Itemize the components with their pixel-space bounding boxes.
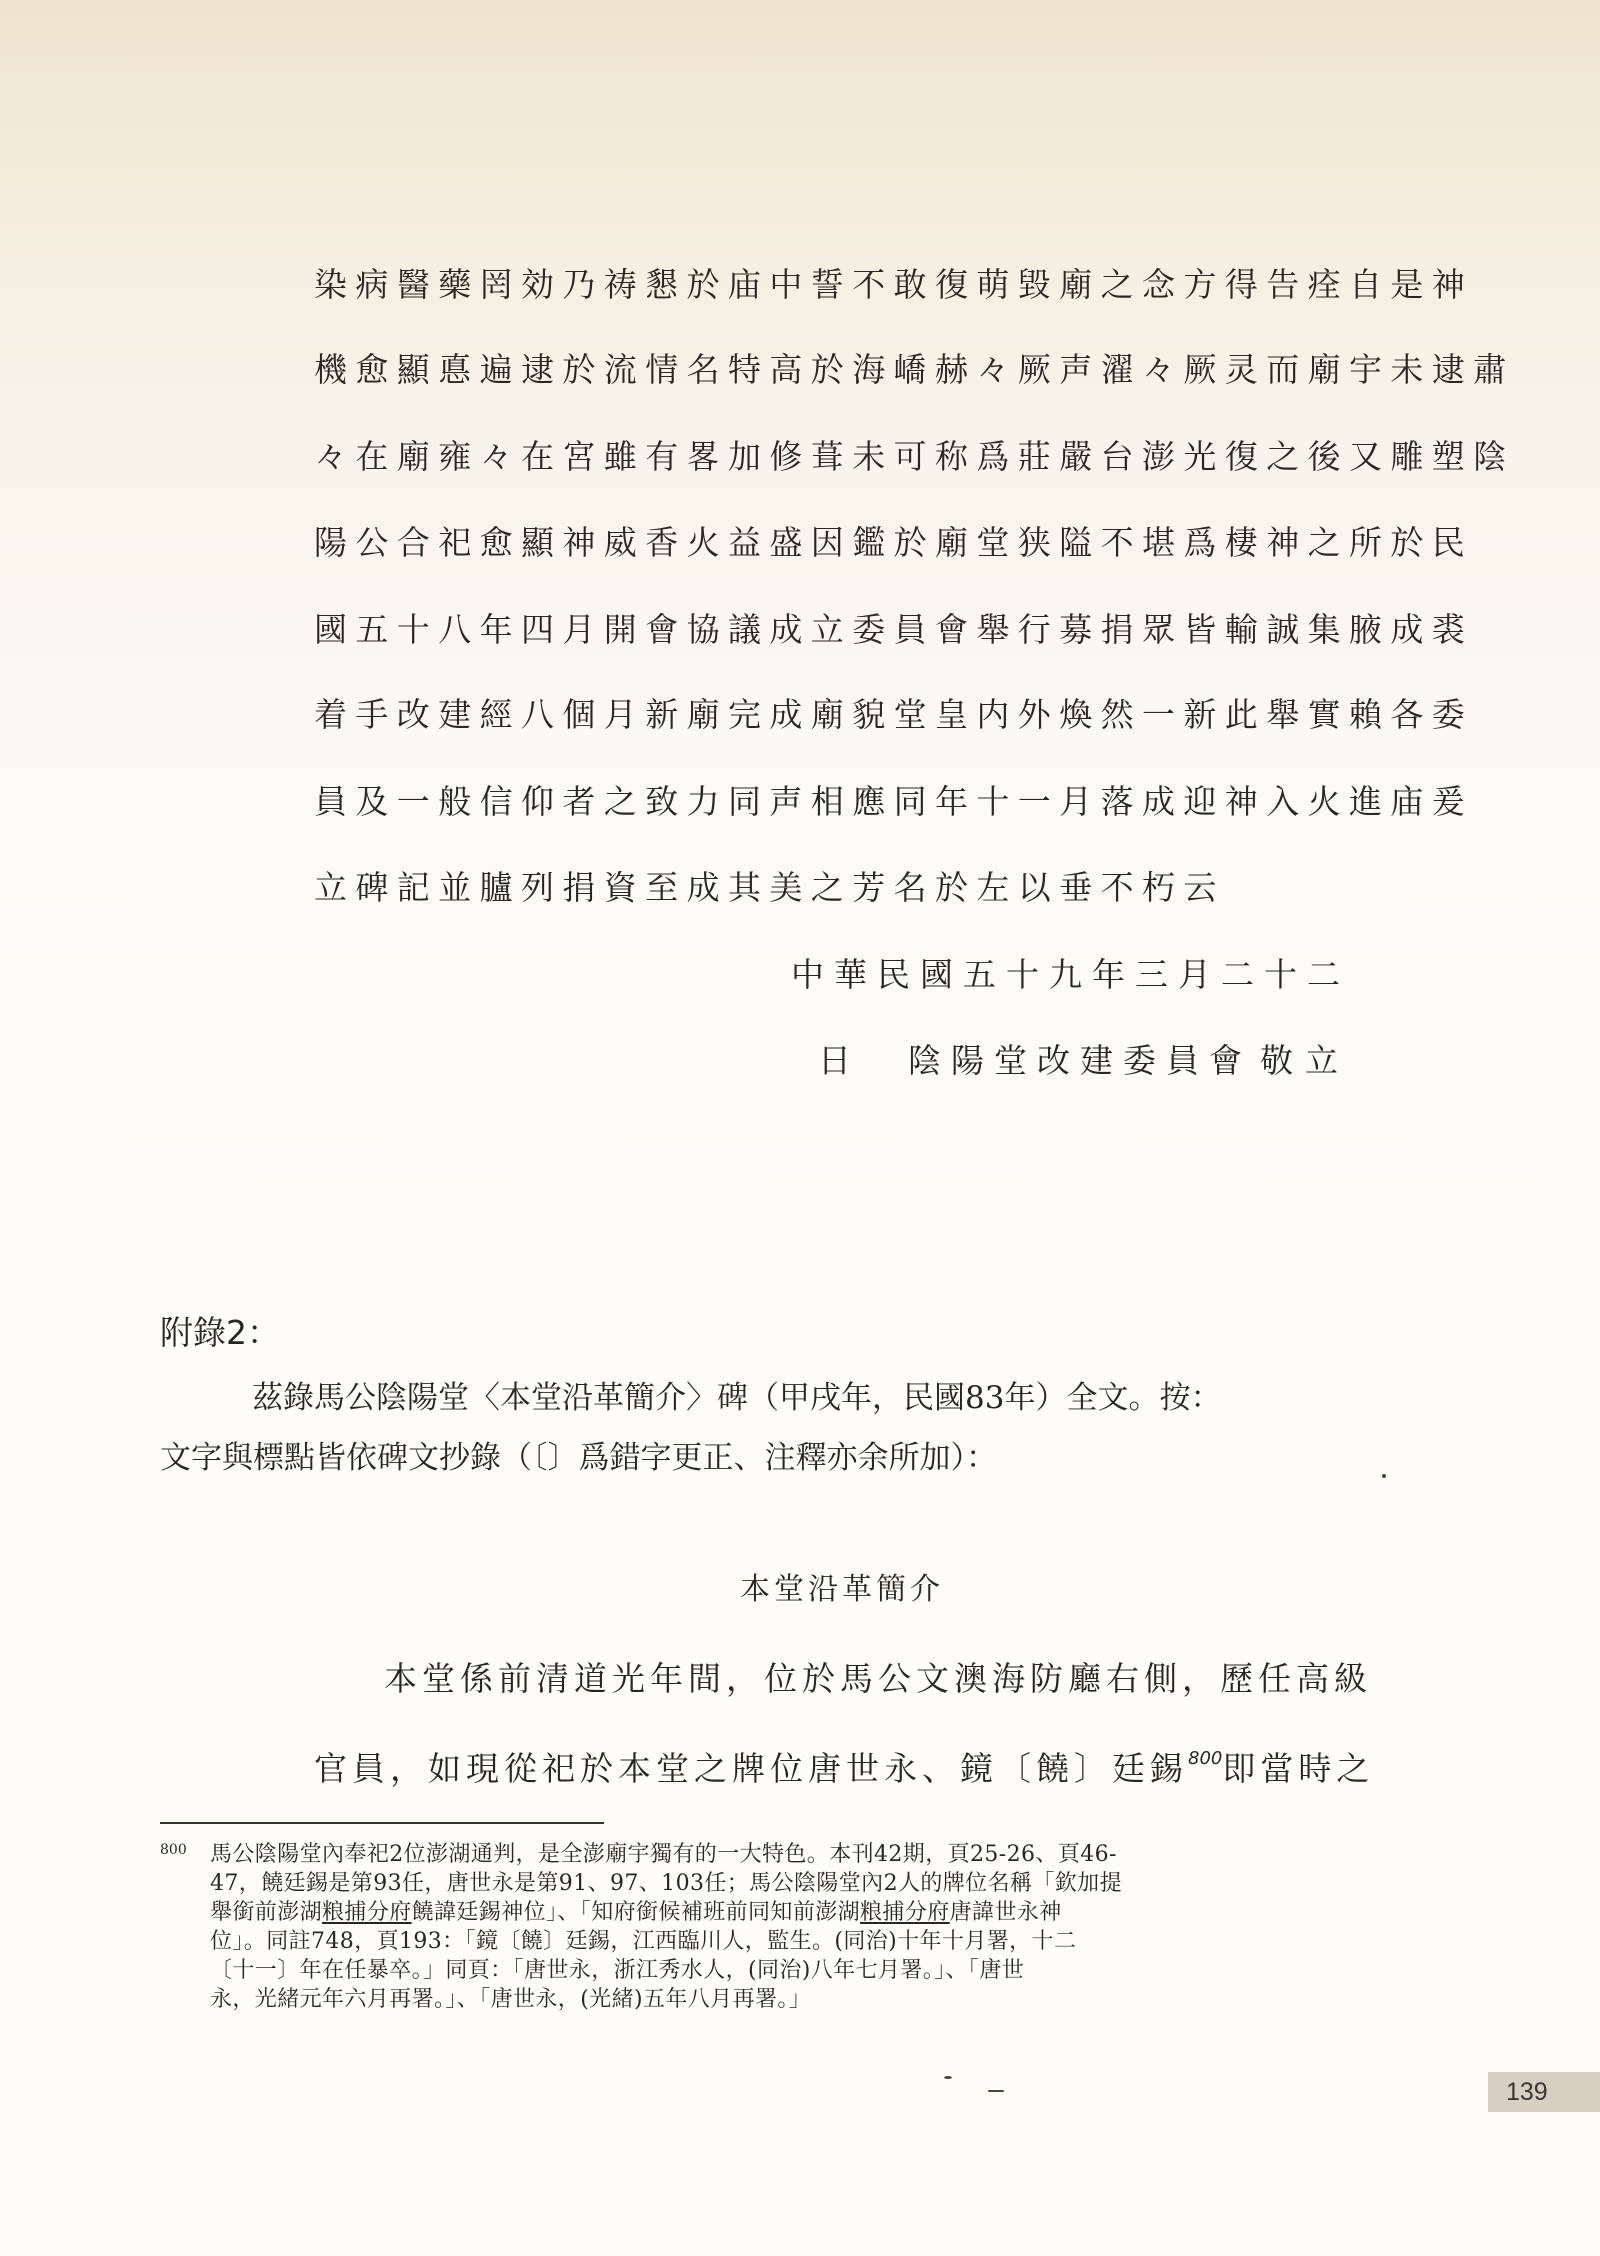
- footnote-underlined-text: 粮捕分府: [322, 1900, 412, 1925]
- footnote-text: 唐諱世永神: [949, 1900, 1062, 1925]
- inscription-line: 着手改建經八個月新廟完成廟貌堂皇内外煥然一新此舉實賴各委: [314, 695, 1474, 734]
- footnote-underlined-text: 粮捕分府: [860, 1900, 950, 1925]
- footnote-reference[interactable]: 800: [1188, 1748, 1223, 1769]
- footnote-text: 舉銜前澎湖: [210, 1900, 323, 1925]
- footnote-line: [210, 1898, 1350, 1927]
- stele-subtitle: 本堂沿革簡介: [740, 1572, 944, 1607]
- page-number: 139: [1488, 2072, 1600, 2112]
- footnote-line: 〔十一〕年在任暴卒。」同頁：「唐世永，浙江秀水人，(同治)八年七月署。」、「唐世: [210, 1958, 1025, 1983]
- signature-end: 敬立: [1260, 1041, 1350, 1080]
- body-text: 官員，如現從祀於本堂之牌位唐世永、鏡〔饒〕廷錫: [314, 1749, 1188, 1788]
- footnote-line: 永，光緒元年六月再署。」、「唐世永，(光緒)五年八月再署。」: [210, 1987, 812, 2012]
- inscription-line: 員及一般信仰者之致力同声相應同年十一月落成迎神入火進庙爰: [314, 782, 1474, 821]
- stele-body-line: [314, 1739, 1374, 1805]
- intro-line: 文字與標點皆依碑文抄錄（〔〕爲錯字更正、注釋亦余所加）：: [160, 1440, 997, 1476]
- appendix-heading: 附錄2：: [160, 1313, 280, 1352]
- footnote-line: 47，饒廷錫是第93任，唐世永是第91、97、103任；馬公陰陽堂內2人的牌位名稱「欽加提: [210, 1871, 1122, 1896]
- footnote-number: 800: [160, 1842, 187, 1858]
- signature-day: 日: [818, 1041, 851, 1080]
- footnote-divider: [160, 1822, 604, 1824]
- inscription-line: 々在廟雍々在宮雖有畧加修葺未可称爲莊嚴台澎光復之後又雕塑陰: [314, 437, 1515, 476]
- inscription-line: 國五十八年四月開會協議成立委員會舉行募捐眾皆輸誠集腋成裘: [314, 610, 1474, 649]
- stele-body-line: 本堂係前清道光年間，位於馬公文澳海防廳右側，歷任高級: [384, 1659, 1372, 1698]
- footnote-line: 馬公陰陽堂內奉祀2位澎湖通判，是全澎廟宇獨有的一大特色。本刊42期，頁25-26、頁46-: [210, 1842, 1117, 1867]
- inscription-line: 機愈顯悳遍逮於流情名特高於海嶠赫々厥声濯々厥灵而廟宇未逮肅: [314, 350, 1515, 389]
- inscription-signature: [818, 1031, 1350, 1091]
- scan-speck: [1382, 1474, 1386, 1478]
- body-text: 即當時之: [1222, 1749, 1375, 1788]
- intro-line: 茲錄馬公陰陽堂〈本堂沿革簡介〉碑（甲戌年，民國83年）全文。按：: [252, 1380, 1222, 1416]
- inscription-line: 染病醫藥罔効乃祷懇於庙中誓不敢復萌毀廟之念方得告痊自是神: [314, 265, 1474, 304]
- inscription-date: 中華民國五十九年三月二十二: [791, 955, 1350, 994]
- inscription-line: 立碑記並臚列捐資至成其美之芳名於左以垂不朽云: [314, 868, 1225, 907]
- signature-committee: 陰陽堂改建委員會: [908, 1041, 1252, 1080]
- footnote-line: 位」。同註748，頁193：「鏡〔饒〕廷錫，江西臨川人，監生。(同治)十年十月署，十二: [210, 1929, 1077, 1954]
- footnote-text: 饒諱廷錫神位」、「知府銜候補班前同知前澎湖: [411, 1900, 861, 1925]
- inscription-line: 陽公合祀愈顯神威香火益盛因鑑於廟堂狭隘不堪爲棲神之所於民: [314, 523, 1474, 562]
- scan-speck: [988, 2090, 1004, 2092]
- appendix-intro: [160, 1368, 1360, 1488]
- scan-speck: [944, 2076, 952, 2079]
